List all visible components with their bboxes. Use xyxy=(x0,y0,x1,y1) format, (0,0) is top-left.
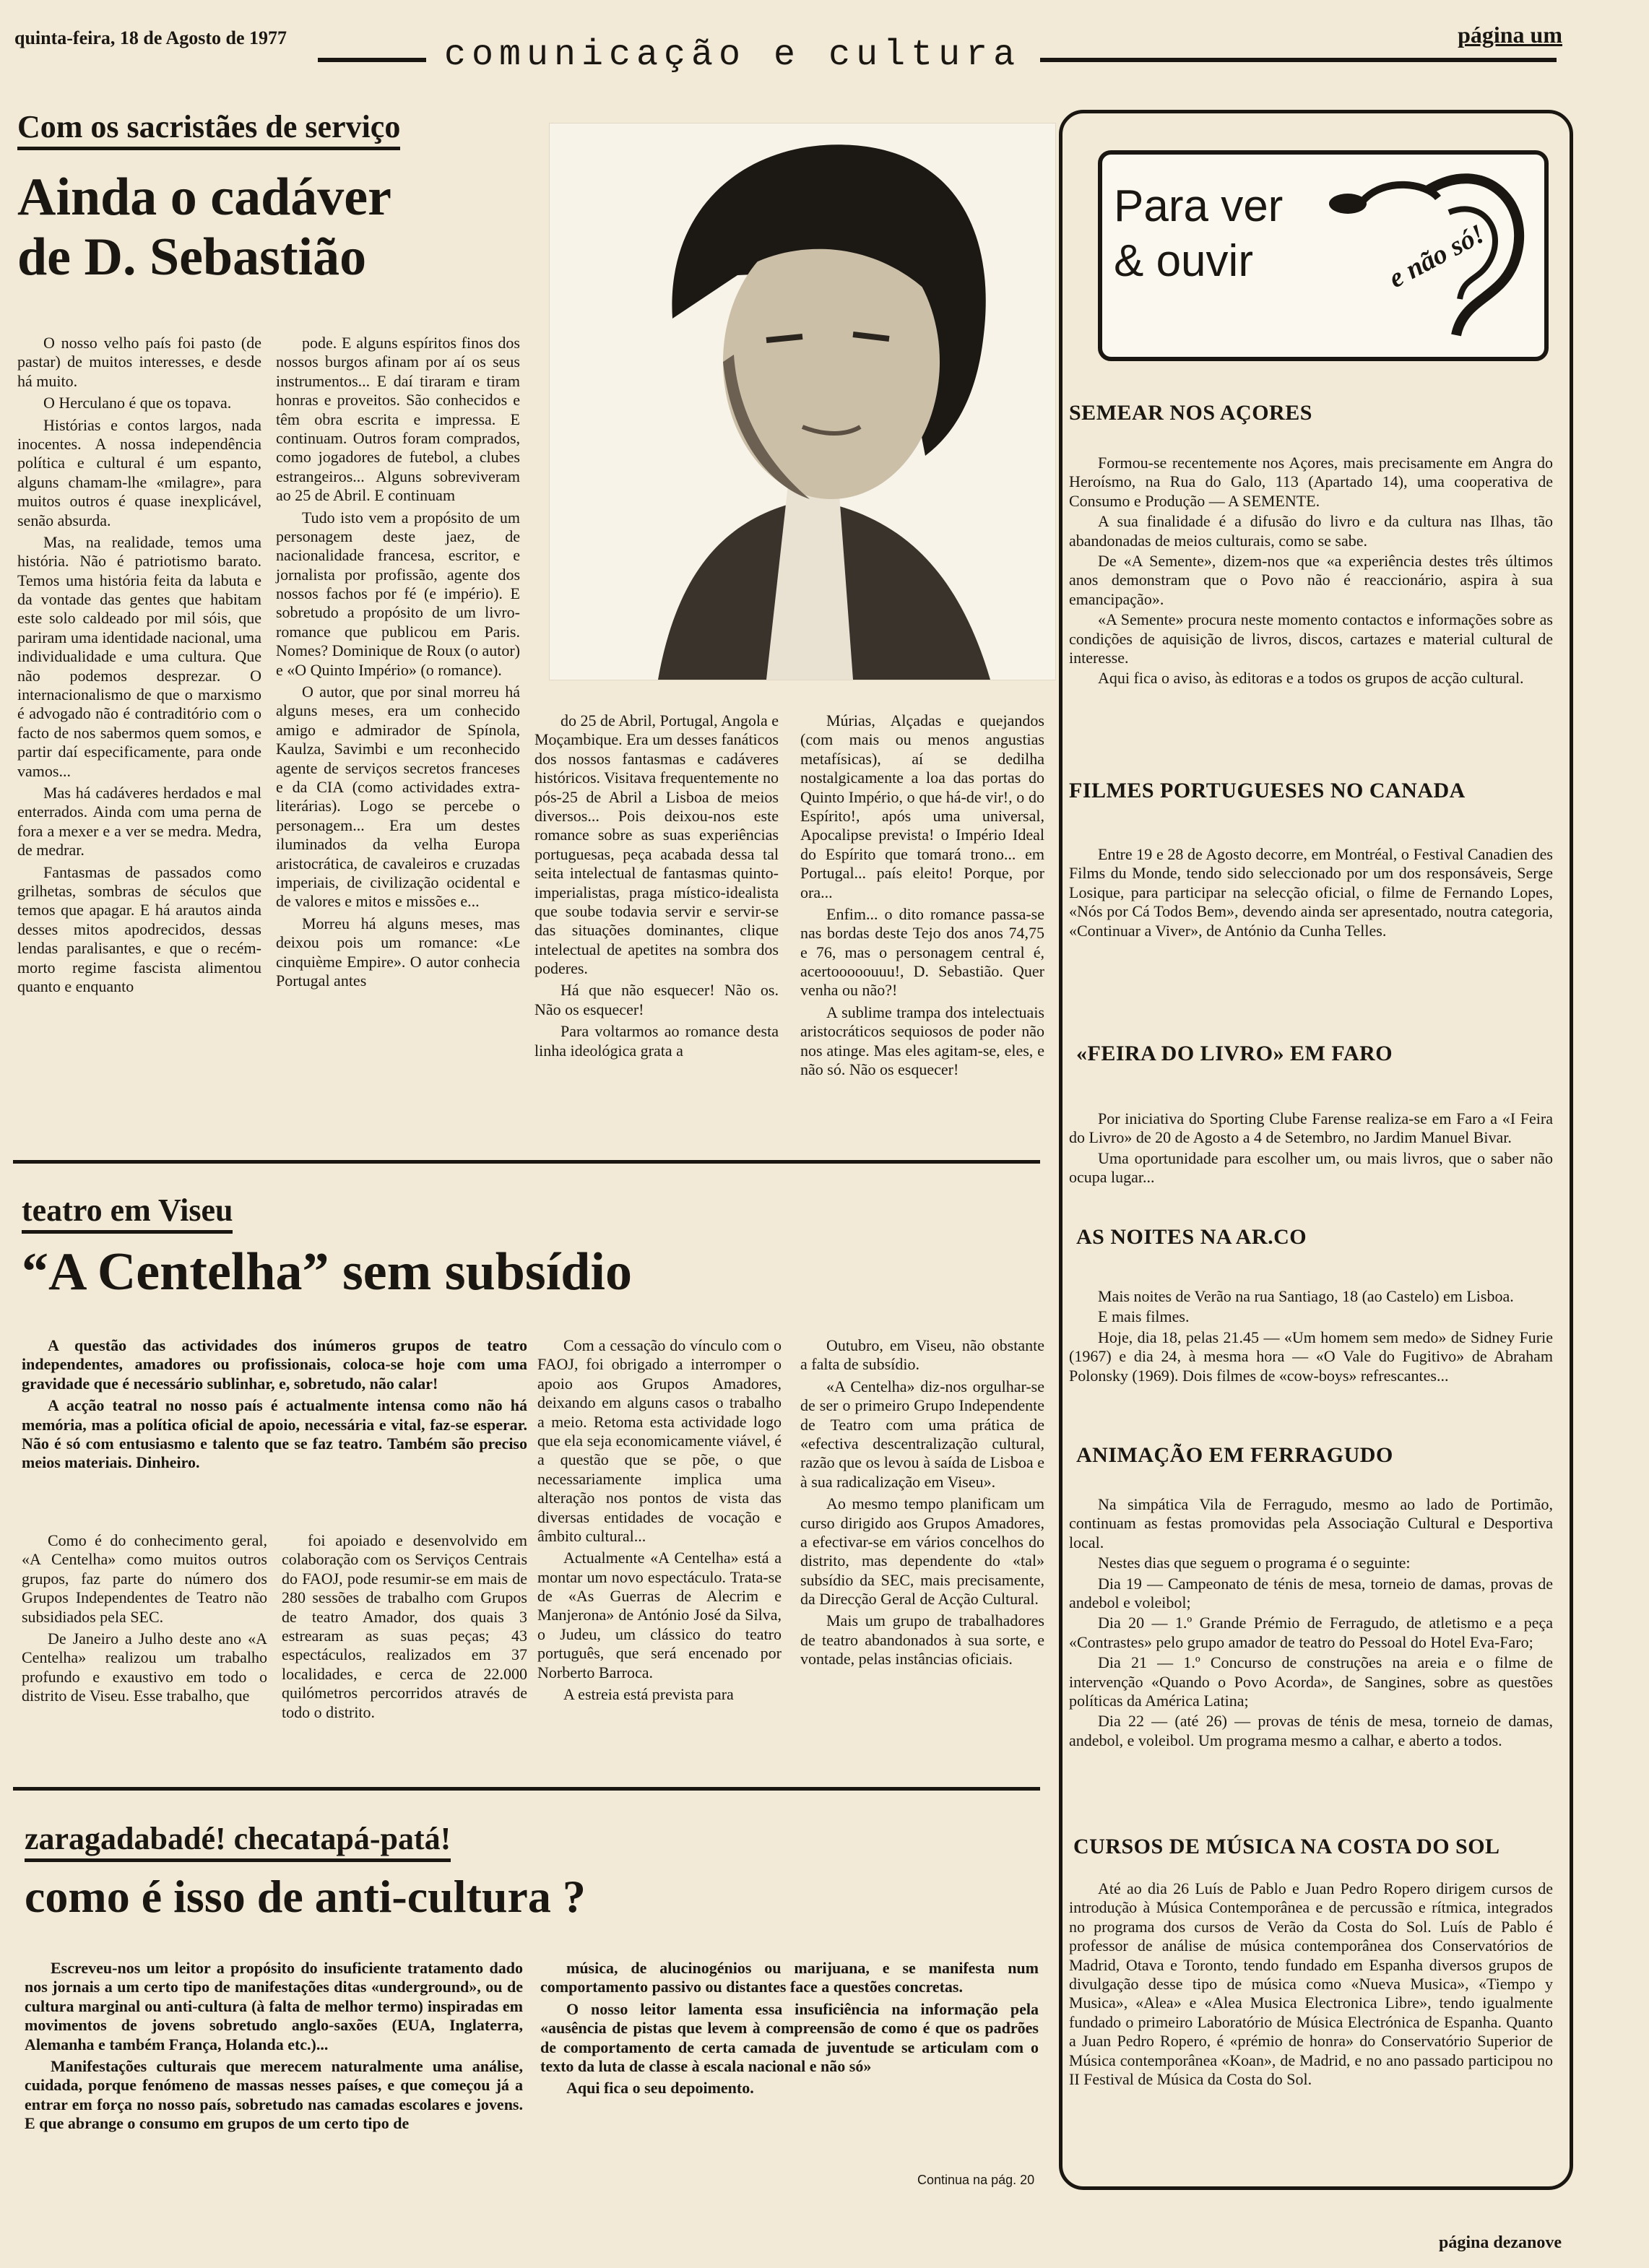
paragraph: Aqui fica o aviso, às editoras e a todos os grupos de acção cultural. xyxy=(1098,669,1524,688)
paragraph: Por iniciativa do Sporting Clube Farense realiza-se em Faro a «I Feira do Livro» de 20 de Agosto a 4 de Setembro, no Jardim Manuel Bivar. xyxy=(1069,1109,1553,1147)
paragraph: A sublime trampa dos intelectuais aristocráticos sequiosos de poder não nos atinge. Mas eles agitam-se, eles, e não só. Não os esquecer! xyxy=(800,1003,1044,1079)
paragraph: Dia 21 — 1.º Concurso de construções na areia e o filme de intervenção «Quando o Povo Acorda», de Sangines, sobre as questões políticas da América Latina; xyxy=(1069,1653,1553,1710)
portrait-photo-image xyxy=(550,124,1055,680)
paragraph: Nestes dias que seguem o programa é o seguinte: xyxy=(1098,1554,1411,1572)
footer-page-label: página dezanove xyxy=(1439,2233,1562,2252)
sidebar-section-body xyxy=(1069,1879,1553,2090)
paragraph: E mais filmes. xyxy=(1098,1307,1190,1326)
section-title: comunicação e cultura xyxy=(444,35,1021,76)
paragraph: Há que não esquecer! Não os. Não os esquecer! xyxy=(534,981,779,1018)
paragraph: Para voltarmos ao romance desta linha ideológica grata a xyxy=(534,1022,779,1060)
article2-column-4 xyxy=(800,1336,1044,1672)
paragraph: Hoje, dia 18, pelas 21.45 — «Um homem sem medo» de Sidney Furie (1967) e dia 24, à mesma hora — «O Vale do Fugitivo» de Abraham Polonsky (1969). Dois filmes de «cow-boys» refrescantes... xyxy=(1069,1328,1553,1385)
article2-column-2 xyxy=(282,1531,527,1725)
article3-kicker: zaragadabadé! checatapá-patá! xyxy=(25,1820,451,1862)
divider xyxy=(13,1787,1040,1791)
sidebar-section-title: AS NOITES NA AR.CO xyxy=(1076,1225,1307,1249)
sidebar-section-title: FILMES PORTUGUESES NO CANADA xyxy=(1069,779,1466,802)
paragraph: Mais noites de Verão na rua Santiago, 18 (ao Castelo) em Lisboa. xyxy=(1098,1287,1514,1305)
header-rule-right xyxy=(1040,58,1557,62)
sidebar-section-body xyxy=(1069,1287,1553,1387)
sidebar-section-title: «FEIRA DO LIVRO» EM FARO xyxy=(1076,1042,1393,1065)
paragraph: Mais um grupo de trabalhadores de teatro abandonados à sua sorte, e vontade, pelas instâncias oficiais. xyxy=(800,1611,1044,1668)
paragraph: pode. E alguns espíritos finos dos nossos burgos afinam por aí os seus instrumentos... E daí tiraram e tiram honras e proveitos. São conhecidos e têm obra escrita e impressa. E continuam. Outros foram comprados, como jogadores de futebol, a clubes estrangeiros... Alguns sobreviveram ao 25 de Abril. E continuam xyxy=(276,334,520,505)
logo-line2: & ouvir xyxy=(1114,236,1253,286)
paragraph: Uma oportunidade para escolher um, ou mais livros, que o saber não ocupa lugar... xyxy=(1069,1148,1553,1187)
paragraph: Mas, na realidade, temos uma história. Não é patriotismo barato. Temos uma história feita da labuta e da vontade das gentes que habitam este solo caldeado por mil sóis, que pariram uma identidade nacional, uma individualidade e uma cultura. Que não podemos desprezar. O internacionalismo de que o marxismo é advogado não é contraditório com o facto de nos sabermos quem somos, e partir daí especificamente, para onde vamos... xyxy=(17,532,261,780)
article1-column-1 xyxy=(17,334,261,999)
paragraph: Formou-se recentemente nos Açores, mais precisamente em Angra do Heroísmo, na Rua do Galo, 113 (Apartado 14), uma cooperativa de Consumo e Produção — A SEMENTE. xyxy=(1069,454,1553,510)
paragraph: Dia 22 — (até 26) — provas de ténis de mesa, torneio de damas, andebol, e voleibol. Um programa mesmo a calhar, e aberto a todos. xyxy=(1069,1712,1553,1749)
paragraph: Histórias e contos largos, nada inocentes. A nossa independência política e cultural é um espanto, alguns chamam-lhe «milagre», para muitos outros é quase inexplicável, senão absurda. xyxy=(17,415,261,529)
article1-column-2 xyxy=(276,334,520,993)
paragraph: música, de alucinogénios ou marijuana, e se manifesta num comportamento passivo ou distantes face a questões concretas. xyxy=(540,1959,1039,1996)
continued-note: Continua na pág. 20 xyxy=(917,2173,1035,2187)
paragraph: Como é do conhecimento geral, «A Centelha» como muitos outros grupos, faz parte do número dos Grupos Independentes de Teatro não subsidiados pela SEC. xyxy=(22,1531,267,1626)
paragraph: Dia 20 — 1.º Grande Prémio de Ferragudo, de atletismo e a peça «Contrastes» pelo grupo amador de teatro do Pessoal do Hotel Eva-Faro; xyxy=(1069,1614,1553,1651)
logo-line1: Para ver xyxy=(1114,181,1284,231)
paragraph: A acção teatral no nosso país é actualmente intensa como não há memória, mas a política oficial de apoio, necessária e vital, faz-se esperar. Não é só com entusiasmo e talento que se faz teatro. Também são preciso meios materiais. Dinheiro. xyxy=(22,1396,527,1472)
article2-column-1 xyxy=(22,1531,267,1709)
logo-tagline: e não só! xyxy=(1383,218,1490,295)
paragraph: Morreu há alguns meses, mas deixou pois um romance: «Le cinquième Empire». O autor conhecia Portugal antes xyxy=(276,914,520,990)
paragraph: Tudo isto vem a propósito de um personagem deste jaez, de nacionalidade francesa, escritor, e jornalista por profissão, agente dos nossos fachos por fé (e império). E sobretudo a propósito de um livro-romance que publicou em Paris. Nomes? Dominique de Roux (o autor) e «O Quinto Império» (o romance). xyxy=(276,508,520,679)
article1-kicker: Com os sacristães de serviço xyxy=(17,108,400,150)
paragraph: foi apoiado e desenvolvido em colaboração com os Serviços Centrais do FAOJ, pode resumir-se em mais de 280 sessões de trabalho com Grupos de teatro Amador, dos quais 3 estrearam as suas peças; 43 espectáculos, realizados em 37 localidades, e cerca de 22.000 quilómetros percorridos através de todo o distrito. xyxy=(282,1531,527,1721)
paragraph: O nosso leitor lamenta essa insuficiência na informação pela «ausência de pistas que levem à compreensão de como é que os padrões de comportamento de certa camada de juventude se articulam com o texto da luta de classe à escala nacional e não só» xyxy=(540,1999,1039,2075)
paragraph: Aqui fica o seu depoimento. xyxy=(566,2079,754,2098)
paragraph: A sua finalidade é a difusão do livro e da cultura nas Ilhas, tão abandonadas de meios culturais, como se sabe. xyxy=(1069,512,1553,550)
paragraph: Múrias, Alçadas e quejandos (com mais ou menos angustias metafísicas), aí se dedilha nostalgicamente a loa das portas do Quinto Império, o que há-de vir!, o do Espírito!, após uma universal, Apocalipse prevista! o Império Ideal do Espírito que tomará trono... em Portugal... país eleito! Porque, por ora... xyxy=(800,711,1044,901)
paragraph: Outubro, em Viseu, não obstante a falta de subsídio. xyxy=(800,1336,1044,1374)
article1-title-line2: de D. Sebastião xyxy=(17,227,367,287)
sidebar-section-body xyxy=(1069,1495,1553,1752)
paragraph: Ao mesmo tempo planificam um curso dirigido aos Grupos Amadores, a efectivar-se em vários concelhos do distrito, mas dependente do «tal» subsídio da SEC, mais precisamente, da Direcção Geral de Acção Cultural. xyxy=(800,1494,1044,1609)
paragraph: A questão das actividades dos inúmeros grupos de teatro independentes, amadores ou profissionais, coloca-se hoje com uma gravidade que é necessário sublinhar, e, sobretudo, não calar! xyxy=(22,1336,527,1393)
paragraph: «A Centelha» diz-nos orgulhar-se de ser o primeiro Grupo Independente de Teatro com uma prática de «efectiva descentralização cultural, razão que os levou à saída de Lisboa e à sua radicalização em Viseu». xyxy=(800,1377,1044,1491)
paragraph: do 25 de Abril, Portugal, Angola e Moçambique. Era um desses fanáticos dos nossos fantasmas e cadáveres históricos. Visitava frequentemente no pós-25 de Abril a Lisboa de meios diversos... Pois deixou-nos este romance sobre as suas experiências portuguesas, peça acabada dessa tal seita intelectual de fantasmas quinto-imperialistas, praga místico-idealista que soube todavia servir e servir-se das situações dominantes, clique intelectual de apetites na sombra dos poderes. xyxy=(534,711,779,978)
article2-kicker: teatro em Viseu xyxy=(22,1192,233,1234)
portrait-photo xyxy=(549,123,1056,680)
header-rule-left xyxy=(318,58,426,62)
paragraph: A estreia está prevista para xyxy=(563,1685,734,1704)
sidebar-logo xyxy=(1098,150,1549,361)
paragraph: Mas há cadáveres herdados e mal enterrados. Ainda com uma perna de fora a mexer e a ver se medra. Medra, de medrar. xyxy=(17,783,261,860)
paragraph: O Herculano é que os topava. xyxy=(43,394,232,412)
article1-column-4 xyxy=(800,711,1044,1082)
sidebar-section-body xyxy=(1069,1109,1553,1189)
article2-lead xyxy=(22,1336,527,1476)
paragraph: De Janeiro a Julho deste ano «A Centelha» realizou um trabalho profundo e exaustivo em todo o distrito de Viseu. Esse trabalho, que xyxy=(22,1629,267,1705)
paragraph: Dia 19 — Campeonato de ténis de mesa, torneio de damas, provas de andebol e voleibol; xyxy=(1069,1574,1553,1611)
paragraph: Escreveu-nos um leitor a propósito do insuficiente tratamento dado nos jornais a um certo tipo de manifestações ditas «underground», ou de cultura marginal ou anti-cultura (à falta de melhor termo) inspiradas em movimentos de jovens sobretudo anglo-saxões (EUA, Inglaterra, Alemanha e também França, Holanda etc.)... xyxy=(25,1959,523,2053)
sidebar-section-title: SEMEAR NOS AÇORES xyxy=(1069,401,1312,425)
paragraph: Entre 19 e 28 de Agosto decorre, em Montréal, o Festival Canadien des Films du Monde, tendo sido seleccionado por um dos responsáveis, Serge Losique, para participar na selecção oficial, o filme de Fernando Lopes, «Nós por Cá Todos Bem», devendo ainda ser apresentado, noutra categoria, «Continuar a Viver», de António da Cunha Telles. xyxy=(1069,845,1553,940)
sidebar-section-title: CURSOS DE MÚSICA NA COSTA DO SOL xyxy=(1073,1835,1500,1858)
article1-column-3 xyxy=(534,711,779,1063)
header-date: quinta-feira, 18 de Agosto de 1977 xyxy=(14,27,287,48)
article3-column-2 xyxy=(540,1959,1039,2101)
article3-title: como é isso de anti-cultura ? xyxy=(25,1871,586,1922)
paragraph: Manifestações culturais que merecem naturalmente uma análise, cuidada, porque fenómeno de massas nesses países, e que começou já a entrar em força no nosso país, sobretudo nas camadas escolares e jovens. E que abrange o consumo em grupos de um certo tipo de xyxy=(25,2056,523,2133)
article2-column-3 xyxy=(537,1336,782,1707)
paragraph: Actualmente «A Centelha» está a montar um novo espectáculo. Trata-se de «As Guerras de Alecrim e Manjerona» de António José da Silva, o Judeu, um clássico do teatro português, que será encenado por Norberto Barroca. xyxy=(537,1549,782,1681)
paragraph: O autor, que por sinal morreu há alguns meses, era um conhecido amigo e admirador de Spínola, Kaulza, Savimbi e um reconhecido agente de serviços secretos franceses e da CIA (como actividades extra-literárias). Logo se percebe o personagem... Era um destes iluminados da velha Europa aristocrática, de cavaleiros e cruzadas imperiais, de civilização ocidental e de valores e mitos e missões e... xyxy=(276,683,520,911)
paragraph: «A Semente» procura neste momento contactos e informações sobre as condições de aquisição de livros, discos, cartazes e material cultural de interesse. xyxy=(1069,610,1553,667)
sidebar-section-body xyxy=(1069,845,1553,942)
paragraph: O nosso velho país foi pasto (de pastar) de muitos interesses, e desde há muito. xyxy=(17,334,261,390)
paragraph: Enfim... o dito romance passa-se nas bordas deste Tejo dos anos 74,75 e 76, mas o personagem central é, acertooooouuu!, D. Sebastião. Quer venha ou não?! xyxy=(800,904,1044,1000)
sidebar-section-title: ANIMAÇÃO EM FERRAGUDO xyxy=(1076,1443,1393,1467)
paragraph: Fantasmas de passados como grilhetas, sombras de séculos que temos que apagar. E há arautos ainda desses mitos apodrecidos, dessas lendas paralisantes, e que o recém-morto regime fascista alimentou quanto e enquanto xyxy=(17,862,261,995)
divider xyxy=(13,1160,1040,1164)
paragraph: De «A Semente», dizem-nos que «a experiência destes três últimos anos demonstram que o Povo não é reaccionário, aspira à sua emancipação». xyxy=(1069,551,1553,608)
article2-title: “A Centelha” sem subsídio xyxy=(22,1242,632,1302)
article3-column-1 xyxy=(25,1959,523,2137)
article1-title-line1: Ainda o cadáver xyxy=(17,168,391,227)
sidebar-section-body xyxy=(1069,454,1553,690)
paragraph: Na simpática Vila de Ferragudo, mesmo ao lado de Portimão, continuam as festas promovidas pela Associação Cultural e Desportiva local. xyxy=(1069,1495,1553,1551)
article1-title xyxy=(17,168,391,287)
header-page-label: página um xyxy=(1458,22,1562,48)
paragraph: Até ao dia 26 Luís de Pablo e Juan Pedro Ropero dirigem cursos de introdução à Música Contemporânea e de percussão e rítmica, integrados no programa dos cursos de Verão da Costa do Sol. Luís de Pablo é professor de análise de música contemporânea dos Conservatórios de Madrid, Otava e Toronto, tendo fundado em Espanha diversos grupos de divulgação desse tipo de música como «Nueva Musica», «Tiempo y Musica», «Alea» e «Alea Musica Electronica Libre», tendo igualmente fundado o primeiro Laboratório de Música Electrónica de Espanha. Quanto a Juan Pedro Ropero, é «prémio de honra» do Conservatório Superior de Música contemporânea «Koan», de Madrid, e no ano passado participou no II Festival de Música da Costa do Sol. xyxy=(1069,1879,1553,2088)
paragraph: Com a cessação do vínculo com o FAOJ, foi obrigado a interromper o apoio aos Grupos Amadores, deixando em alguns casos o trabalho a meio. Retoma esta actividade logo que ela seja economicamente viável, é a questão que se põe, o que necessariamente implica uma alteração nos pontos de vista das diversas entidades de vocação e âmbito cultural... xyxy=(537,1336,782,1545)
